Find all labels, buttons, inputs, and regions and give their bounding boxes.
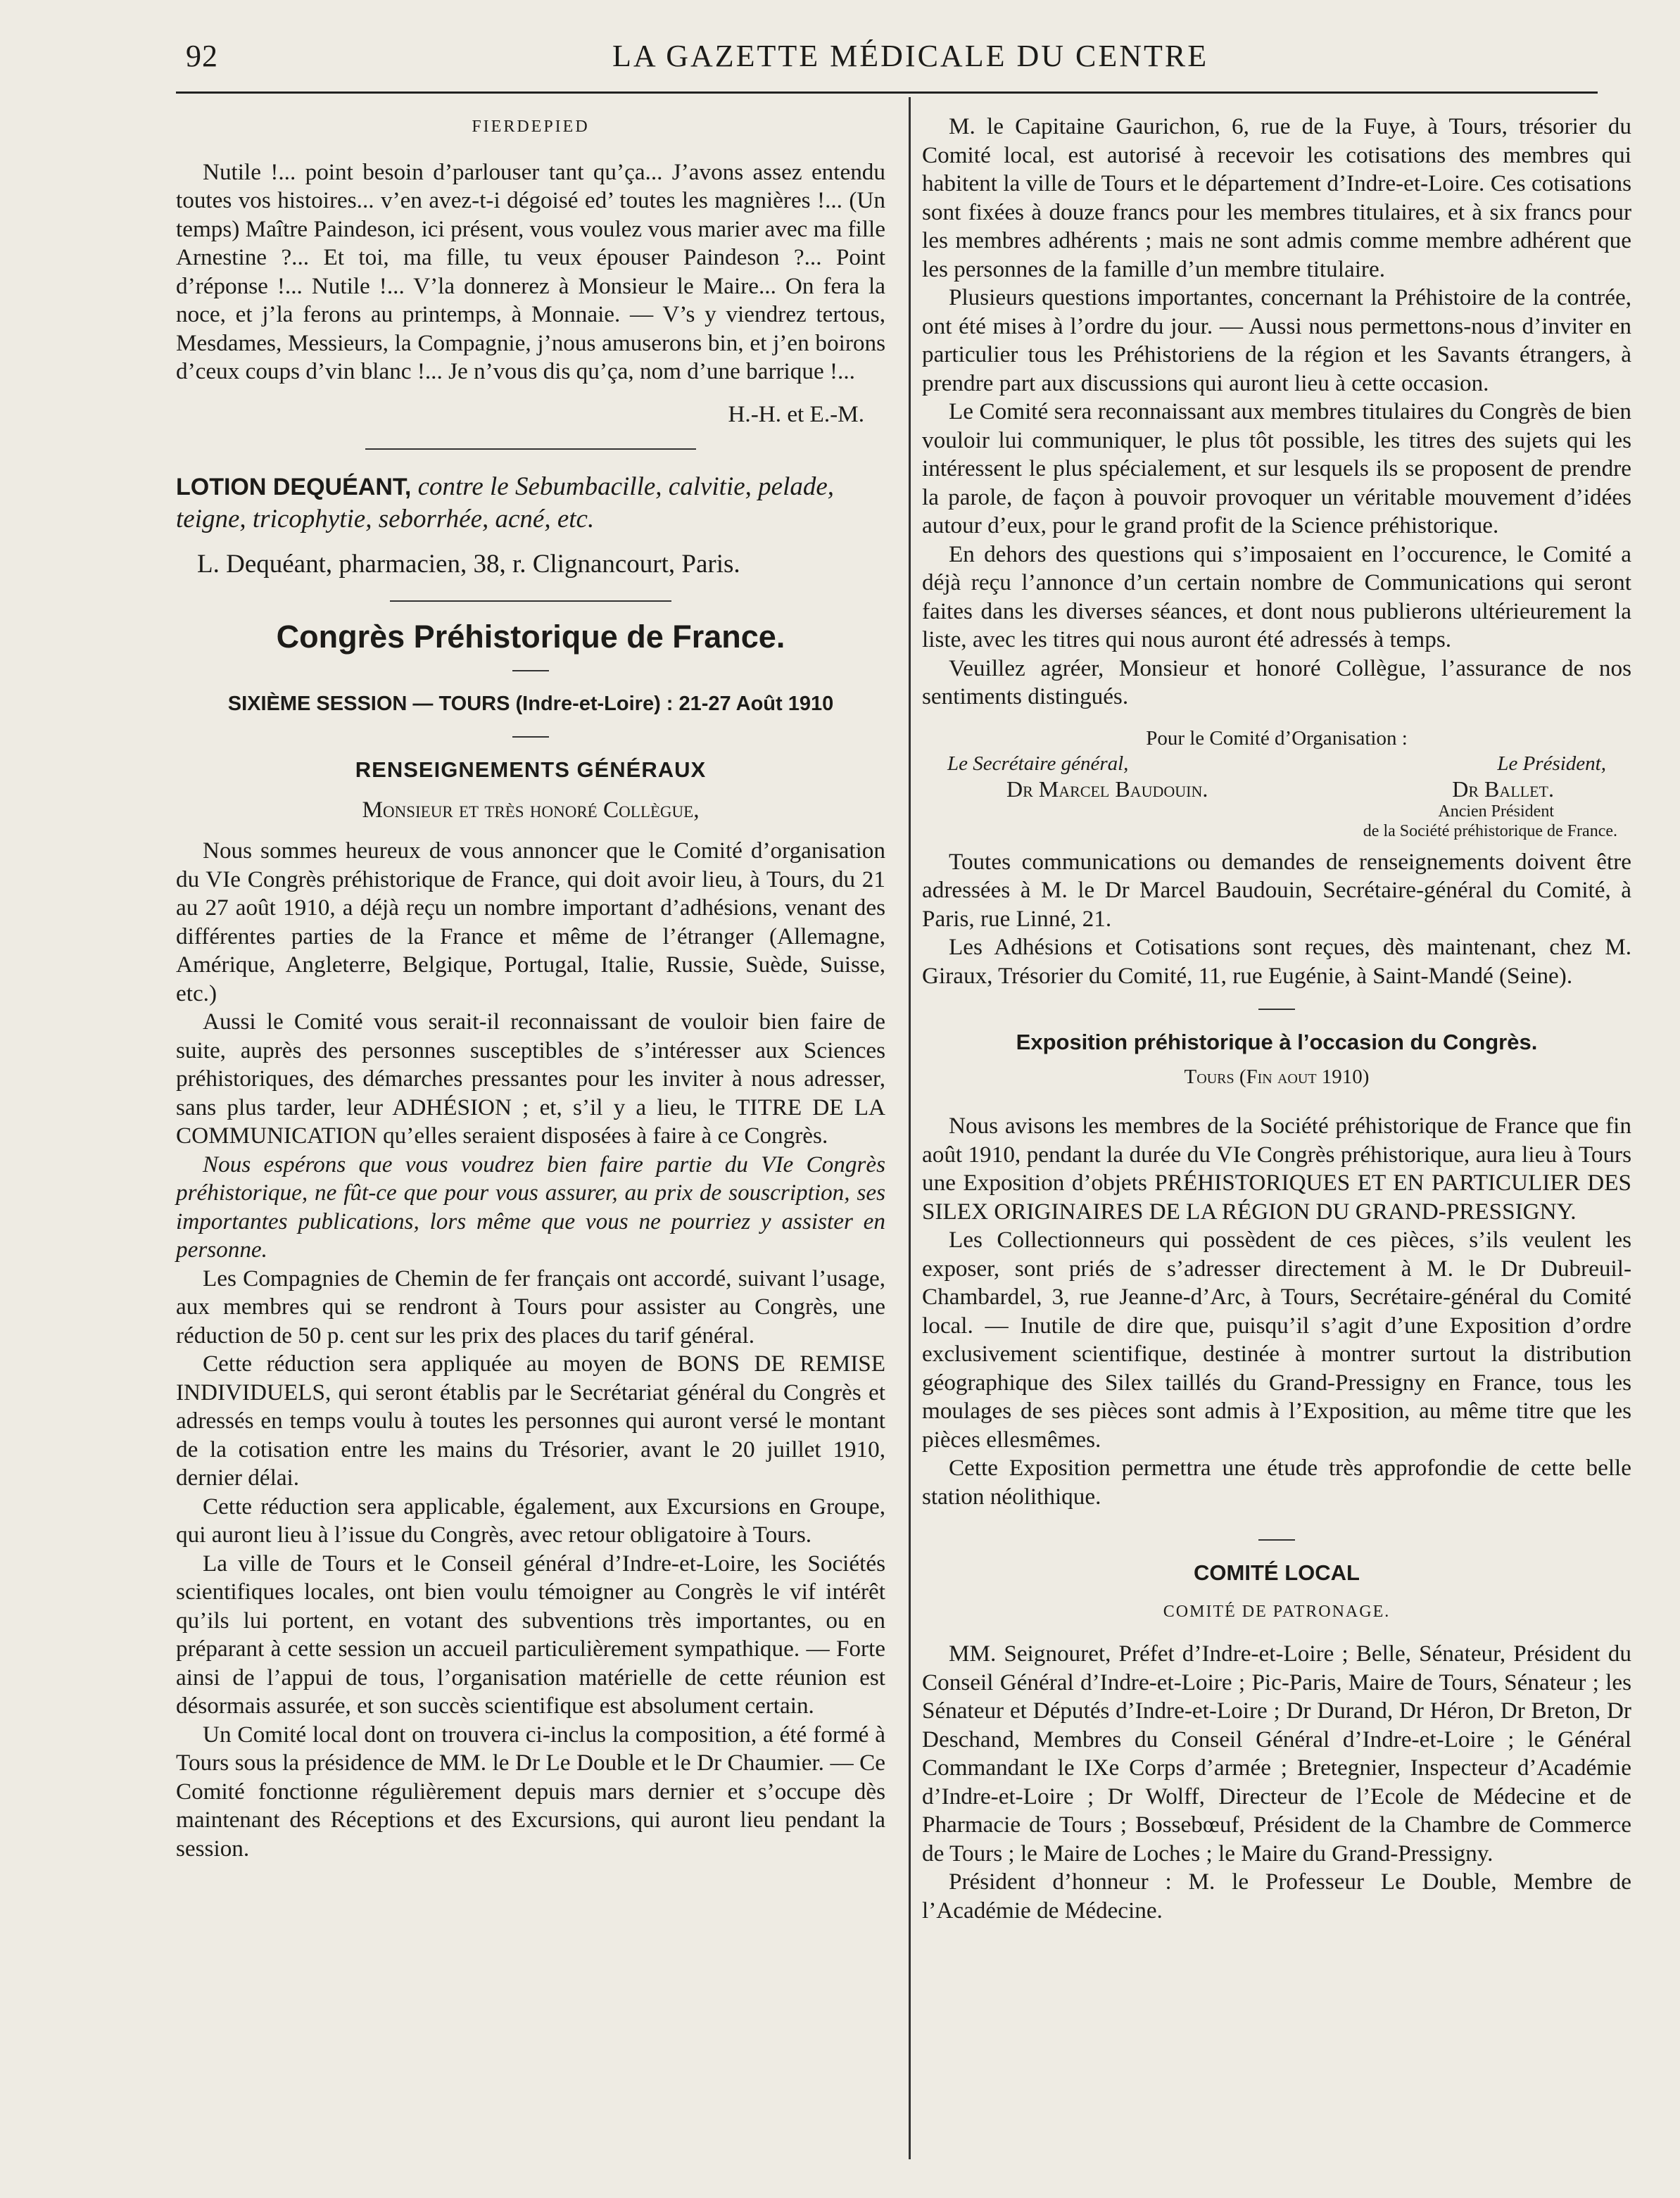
session-line: SIXIÈME SESSION — TOURS (Indre-et-Loire) : 21-27 Août 1910 [227, 692, 834, 715]
signature-block [922, 726, 1631, 841]
comite-subheading: COMITÉ DE PATRONAGE. [1163, 1602, 1391, 1621]
comite-heading: COMITÉ LOCAL [1194, 1560, 1360, 1585]
left-column [176, 113, 885, 1863]
left-paragraph-8: Un Comité local dont on trouvera ci-inclus la composition, a été formé à Tours sous la présidence de MM. le Dr Le Double et le Dr Chaumier. — Ce Comité fonctionne régulièrement depuis mars dernier et s’occupe dès maintenant des Réceptions et des Excursions, qui auront lieu pendant la session. [176, 1721, 885, 1862]
monologue-text: Nutile !... point besoin d’parlouser tant qu’ça... J’avons assez entendu toutes vos histoires... v’en avez-t-i dégoisé ed’ toutes les magnières !... (Un temps) Maître Paindeson, ici présent, vous voulez vous marier avec ma fille Arnestine ?... Et toi, ma fille, tu veux épouser Paindeson ?... Point d’réponse !... Nutile !... V’la donnerez à Monsieur le Maire... On fera la noce, et j’la ferons au printemps, à Monnaie. — V’s y viendrez tertous, Mesdames, Messieurs, la Compagnie, j’nous amuserons bin, et j’en boirons d’ceux coups d’vin blanc !... Je n’vous dis qu’ça, nom d’une barrique !... [176, 158, 885, 384]
president-name: Dr Ballet. [1452, 776, 1554, 802]
committee-line: Pour le Comité d’Organisation : [1146, 726, 1408, 750]
comite-paragraph-1: MM. Seignouret, Préfet d’Indre-et-Loire ; Belle, Sénateur, Président du Conseil Général d’Indre-et-Loire ; Pic-Paris, Maire de Tours, Sénateur ; les Sénateur et Députés d’Indre-et-Loire ; Dr Durand, Dr Héron, Dr Breton, Dr Deschand, Membres du Conseil Général d’Indre-et-Loire ; le Général Commandant le IXe Corps d’armée ; Bretegnier, Inspecteur d’Académie d’Indre-et-Loire ; Dr Wolff, Directeur de l’Ecole de Médecine et de Pharmacie de Tours ; Bossebœuf, Président de la Chambre de Commerce de Tours ; le Maire de Loches ; le Maire du Grand-Pressigny. [922, 1641, 1631, 1867]
ad-brand: LOTION DEQUÉANT, [176, 474, 412, 500]
separator-rule [365, 448, 696, 450]
right-column [922, 113, 1631, 1925]
left-paragraph-3: Nous espérons que vous voudrez bien faire partie du VIe Congrès préhistorique, ne fût-ce que pour vous assurer, au prix de souscription, ses importantes publications, lors même que vous ne pourriez y assister en personne. [176, 1151, 885, 1263]
short-rule-2 [512, 736, 549, 738]
lotion-advertisement [176, 471, 885, 581]
president-note-1: Ancien Président [1438, 802, 1554, 821]
congress-title: Congrès Préhistorique de France. [276, 619, 785, 655]
ad-line-1 [176, 471, 885, 536]
page-number: 92 [186, 39, 218, 73]
separator-rule-2 [390, 600, 671, 602]
header-rule [176, 91, 1598, 94]
secretary-title: Le Secrétaire général, [947, 752, 1129, 775]
publication-title: LA GAZETTE MÉDICALE DU CENTRE [612, 39, 1209, 73]
right-paragraph-1: M. le Capitaine Gaurichon, 6, rue de la Fuye, à Tours, trésorier du Comité local, est autorisé à recevoir les cotisations des membres qui habitent la ville de Tours et le département d’Indre-et-Loire. Ces cotisations sont fixées à douze francs pour les membres titulaires, et à six francs pour les membres adhérents ; mais ne sont admis comme membre adhérent que les personnes de la famille d’un membre titulaire. [922, 113, 1631, 282]
column-divider [909, 97, 911, 2159]
president-title: Le Président, [1497, 752, 1606, 775]
right-paragraph-2: Plusieurs questions importantes, concernant la Préhistoire de la contrée, ont été mises à l’ordre du jour. — Aussi nous permettons-nous d’inviter en particulier tous les Préhistoriens de la région et les Savants étrangers, à prendre part aux discussions qui auront lieu à cette occasion. [922, 284, 1631, 396]
right-paragraph-4: En dehors des questions qui s’imposaient en l’occurence, le Comité a déjà reçu l’annonce d’un certain nombre de Communications qui seront faites dans les diverses séances, et dont nous publierons ultérieurement la liste, avec les titres qui nous auront été adressés à temps. [922, 541, 1631, 652]
short-rule-4 [1258, 1539, 1295, 1541]
signature-titles [922, 751, 1631, 776]
left-paragraph-7: La ville de Tours et le Conseil général d’Indre-et-Loire, les Sociétés scientifiques locales, ont bien voulu témoigner au Congrès le vif intérêt qu’ils lui portent, en votant des subventions très importantes, ou en préparant à cette session un accueil particulièrement sympathique. — Forte ainsi de l’appui de tous, l’organisation matérielle de cette réunion est désormais assurée, et son succès scientifique est absolument certain. [176, 1550, 885, 1719]
exposition-heading: Exposition préhistorique à l’occasion du Congrès. [1016, 1030, 1538, 1054]
contact-paragraph-1: Toutes communications ou demandes de renseignements doivent être adressées à M. le Dr Marcel Baudouin, Secrétaire-général du Comité, à Paris, rue Linné, 21. [922, 848, 1631, 932]
authors-signature: H.-H. et E.-M. [728, 400, 864, 427]
exposition-subheading: Tours (Fin aout 1910) [1184, 1065, 1370, 1088]
left-paragraph-1: Nous sommes heureux de vous annoncer que le Comité d’organisation du VIe Congrès préhistorique de France, qui doit avoir lieu, à Tours, du 21 au 27 août 1910, a déjà reçu un nombre important d’adhésions, venant des différentes parties de la France et même de l’étranger (Allemagne, Amérique, Angleterre, Belgique, Portugal, Italie, Russie, Suède, Suisse, etc.) [176, 838, 885, 1006]
page-header [176, 35, 1598, 77]
short-rule [512, 670, 549, 671]
right-paragraph-5: Veuillez agréer, Monsieur et honoré Collègue, l’assurance de nos sentiments distingués. [922, 655, 1631, 709]
left-paragraph-5: Cette réduction sera appliquée au moyen de BONS DE REMISE INDIVIDUELS, qui seront établis par le Secrétariat général du Congrès et adressés en temps voulu à toutes les personnes qui auront versé le montant de la cotisation entre les mains du Trésorier, avant le 20 juillet 1910, dernier délai. [176, 1351, 885, 1491]
secretary-name: Dr Marcel Baudouin. [1006, 776, 1208, 802]
right-paragraph-3: Le Comité sera reconnaissant aux membres titulaires du Congrès de bien vouloir lui communiquer, le plus tôt possible, les titres des sujets qui les intéressent le plus spécialement, et sur lesquels ils se proposent de prendre la parole, de façon à pouvoir provoquer un véritable mouvement d’idées autour d’eux, pour le grand profit de la Science préhistorique. [922, 398, 1631, 538]
exposition-paragraph-3: Cette Exposition permettra une étude très approfondie de cette belle station néolithique. [922, 1455, 1631, 1510]
left-paragraph-4: Les Compagnies de Chemin de fer français ont accordé, suivant l’usage, aux membres qui se rendront à Tours pour assister au Congrès, une réduction de 50 p. cent sur les prix des places du tarif général. [176, 1265, 885, 1349]
speaker-name: FIERDEPIED [472, 118, 590, 136]
left-paragraph-2: Aussi le Comité vous serait-il reconnaissant de vouloir bien faire de suite, auprès des personnes susceptibles de s’intéresser aux Sciences préhistoriques, des démarches pressantes pour les inviter à nous adresser, sans plus tarder, leur ADHÉSION ; et, s’il y a lieu, le TITRE DE LA COMMUNICATION qu’elles seraient disposées à faire à ce Congrès. [176, 1009, 885, 1149]
comite-paragraph-2: Président d’honneur : M. le Professeur Le Double, Membre de l’Académie de Médecine. [922, 1869, 1631, 1924]
exposition-paragraph-2: Les Collectionneurs qui possèdent de ces pièces, s’ils veulent les exposer, sont priés de s’adresser directement à M. le Dr Dubreuil-Chambardel, 3, rue Jeanne-d’Arc, à Tours, Secrétaire-général du Comité local. — Inutile de dire que, puisqu’il s’agit d’une Exposition d’ordre exclusivement scientifique, destinée à montrer surtout la distribution géographique des Silex taillés du Grand-Pressigny en France, tous les moulages de ses pièces sont admis à l’Exposition, au même titre que les pièces ellesmêmes. [922, 1227, 1631, 1453]
signature-names [922, 776, 1631, 802]
short-rule-3 [1258, 1009, 1295, 1010]
president-note-2: de la Société préhistorique de France. [1363, 821, 1617, 840]
salutation: Monsieur et très honoré Collègue, [362, 796, 700, 823]
ad-indications: contre le Sebumbacille, calvitie, pelade, teigne, tricophytie, seborrhée, acné, etc. [176, 472, 835, 533]
section-heading: RENSEIGNEMENTS GÉNÉRAUX [355, 757, 707, 782]
left-paragraph-6: Cette réduction sera applicable, également, aux Excursions en Groupe, qui auront lieu à l’issue du Congrès, avec retour obligatoire à Tours. [176, 1493, 885, 1548]
ad-line-2: L. Dequéant, pharmacien, 38, r. Clignancourt, Paris. [197, 550, 740, 579]
contact-paragraph-2: Les Adhésions et Cotisations sont reçues, dès maintenant, chez M. Giraux, Trésorier du Comité, 11, rue Eugénie, à Saint-Mandé (Seine). [922, 934, 1631, 989]
exposition-paragraph-1: Nous avisons les membres de la Société préhistorique de France que fin août 1910, pendant la durée du VIe Congrès préhistorique, aura lieu à Tours une Exposition d’objets PRÉHISTORIQUES ET EN PARTICULIER DES SILEX ORIGINAIRES DE LA RÉGION DU GRAND-PRESSIGNY. [922, 1113, 1631, 1225]
